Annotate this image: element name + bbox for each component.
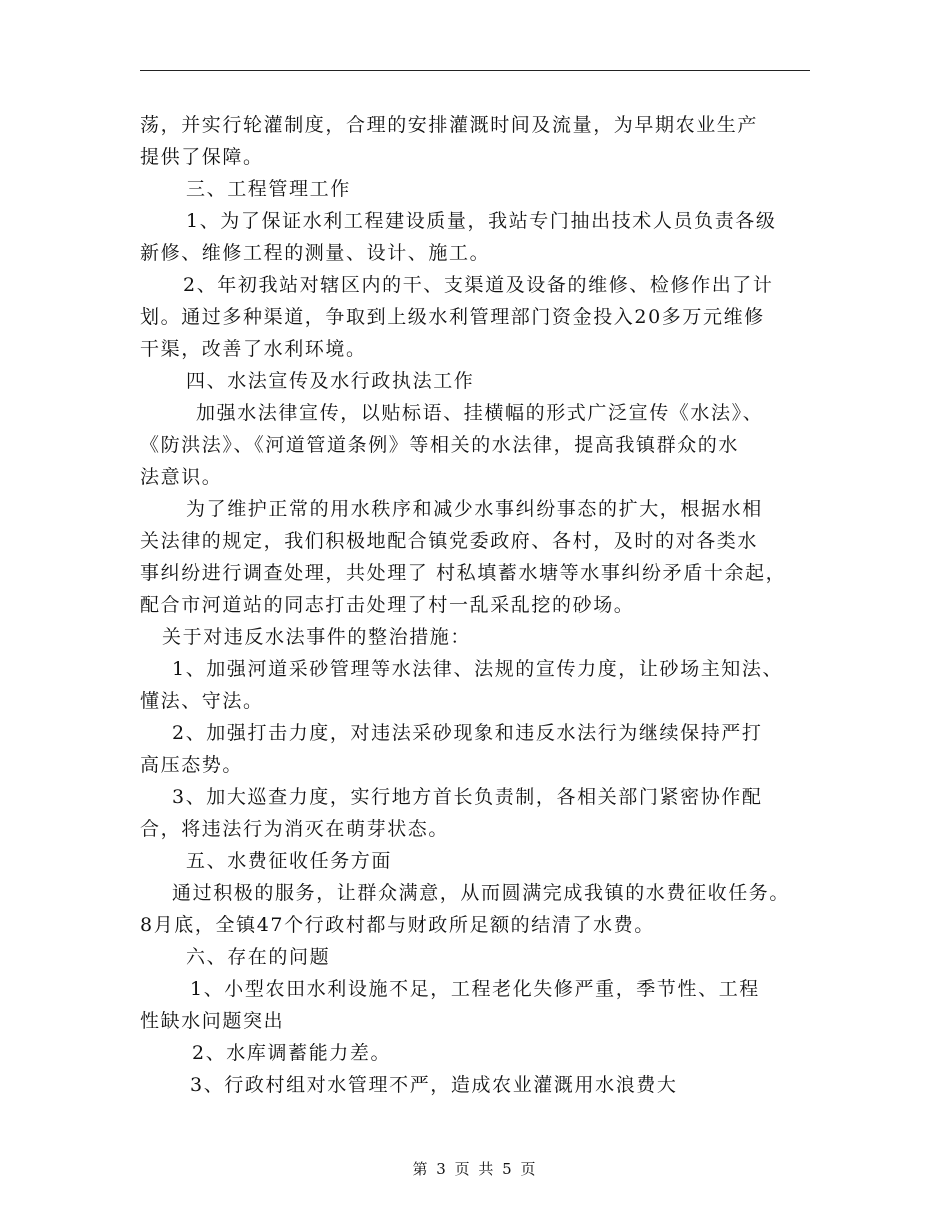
page-footer: 第 3 页 共 5 页	[412, 1160, 538, 1178]
text-line: 2、加强打击力度，对违法采砂现象和违反水法行为继续保持严打	[172, 722, 763, 744]
text-line: 荡，并实行轮灌制度，合理的安排灌溉时间及流量，为早期农业生产	[140, 114, 759, 136]
header-rule	[140, 70, 810, 71]
section-heading: 五、水费征收任务方面	[186, 850, 393, 872]
text-line: 《防洪法》、《河道管道条例》等相关的水法律，提高我镇群众的水	[140, 434, 740, 456]
section-heading: 六、存在的问题	[186, 946, 331, 968]
text-line: 1、小型农田水利设施不足，工程老化失修严重，季节性、工程	[190, 978, 760, 1000]
text-line: 2、年初我站对辖区内的干、支渠道及设备的维修、检修作出了计	[183, 274, 774, 296]
text-line: 高压态势。	[140, 754, 244, 776]
text-line: 为了维护正常的用水秩序和减少水事纠纷事态的扩大，根据水相	[186, 498, 763, 520]
text-line: 1、加强河道采砂管理等水法律、法规的宣传力度，让砂场主知法、	[172, 658, 784, 680]
text-line: 关法律的规定，我们积极地配合镇党委政府、各村，及时的对各类水	[140, 530, 759, 552]
text-line: 划。通过多种渠道，争取到上级水利管理部门资金投入20多万元维修	[140, 306, 765, 328]
text-line: 8月底，全镇47个行政村都与财政所足额的结清了水费。	[140, 914, 655, 936]
text-line: 通过积极的服务，让群众满意，从而圆满完成我镇的水费征收任务。	[172, 882, 791, 904]
text-line: 合，将违法行为消灭在萌芽状态。	[140, 818, 450, 840]
text-line: 新修、维修工程的测量、设计、施工。	[140, 242, 491, 264]
text-line: 提供了保障。	[140, 146, 264, 168]
text-line: 性缺水问题突出	[140, 1010, 285, 1032]
text-line: 懂法、守法。	[140, 690, 264, 712]
text-line: 加强水法律宣传，以贴标语、挂横幅的形式广泛宣传《水法》、	[196, 402, 764, 424]
text-line: 事纠纷进行调查处理，共处理了 村私填蓄水塘等水事纠纷矛盾十余起，	[140, 562, 787, 584]
text-line: 关于对违反水法事件的整治措施：	[162, 626, 472, 648]
text-line: 法意识。	[140, 466, 223, 488]
text-line: 2、水库调蓄能力差。	[192, 1042, 392, 1064]
text-line: 3、行政村组对水管理不严，造成农业灌溉用水浪费大	[190, 1074, 678, 1096]
text-line: 3、加大巡查力度，实行地方首长负责制，各相关部门紧密协作配	[172, 786, 763, 808]
text-line: 配合市河道站的同志打击处理了村一乱采乱挖的砂场。	[140, 594, 635, 616]
section-heading: 三、工程管理工作	[186, 178, 351, 200]
section-heading: 四、水法宣传及水行政执法工作	[186, 370, 475, 392]
text-line: 1、为了保证水利工程建设质量，我站专门抽出技术人员负责各级	[186, 210, 777, 232]
text-line: 干渠，改善了水利环境。	[140, 338, 367, 360]
